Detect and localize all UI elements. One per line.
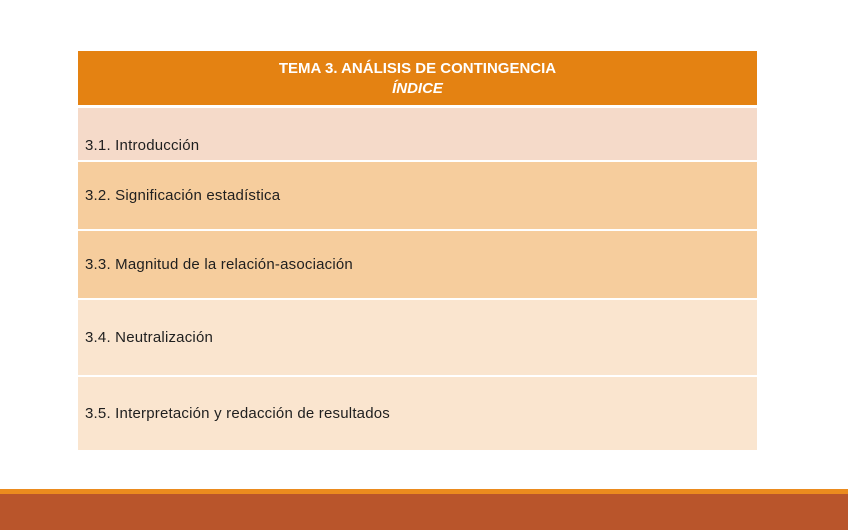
index-row-3-3: [78, 231, 757, 298]
index-item-label: 3.3. Magnitud de la relación-asociación: [85, 256, 353, 273]
index-row-3-4: [78, 300, 757, 375]
index-item-label: 3.2. Significación estadística: [85, 187, 281, 204]
slide-subtitle: ÍNDICE: [392, 80, 443, 97]
table-header: [78, 51, 757, 105]
index-item-label: 3.4. Neutralización: [85, 329, 214, 346]
index-table: [78, 51, 757, 450]
index-item-label: 3.5. Interpretación y redacción de resultados: [85, 405, 391, 422]
index-row-3-5: [78, 377, 757, 450]
index-item-label: 3.1. Introducción: [85, 137, 200, 154]
footer-band: [0, 494, 848, 530]
index-row-3-2: [78, 162, 757, 229]
slide-title: TEMA 3. ANÁLISIS DE CONTINGENCIA: [278, 60, 557, 77]
index-row-3-1: [78, 108, 757, 160]
